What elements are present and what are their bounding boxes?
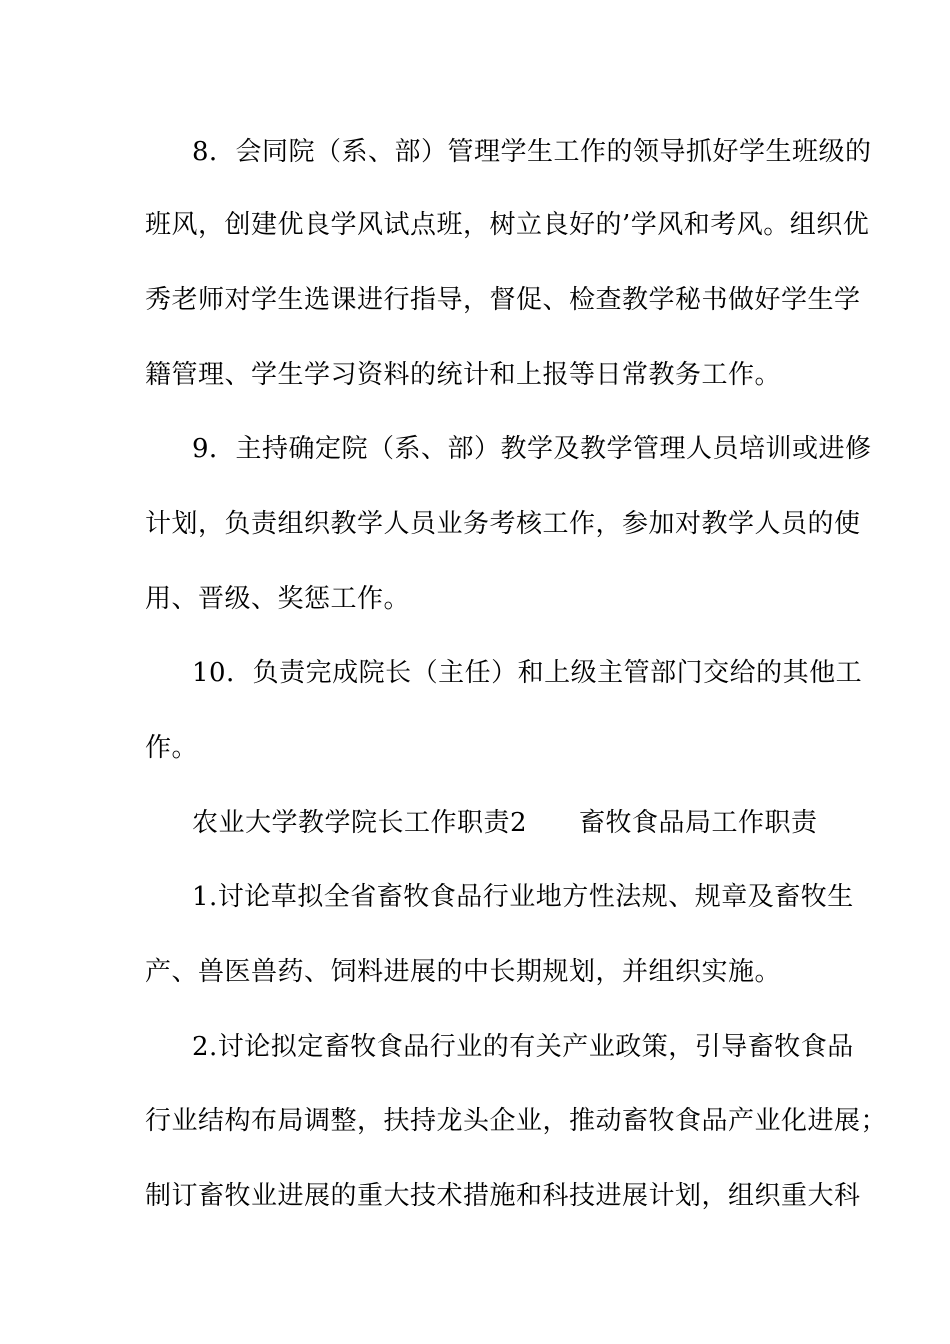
paragraph-8-line-1: 8．会同院（系、部）管理学生工作的领导抓好学生班级的 <box>192 137 872 167</box>
item-2-line-1: 2.讨论拟定畜牧食品行业的有关产业政策，引导畜牧食品 <box>192 1032 854 1062</box>
section-title: 农业大学教学院长工作职责2 <box>192 808 528 838</box>
paragraph-9-line-2: 计划，负责组织教学人员业务考核工作，参加对教学人员的使 <box>145 509 861 539</box>
paragraph-9-line-1: 9．主持确定院（系、部）教学及教学管理人员培训或进修 <box>192 434 872 464</box>
paragraph-8-line-4: 籍管理、学生学习资料的统计和上报等日常教务工作。 <box>145 360 782 390</box>
paragraph-10-line-1: 10．负责完成院长（主任）和上级主管部门交给的其他工 <box>192 658 863 688</box>
item-2-line-3: 制订畜牧业进展的重大技术措施和科技进展计划，组织重大科 <box>145 1181 861 1211</box>
item-1-line-1: 1.讨论草拟全省畜牧食品行业地方性法规、规章及畜牧生 <box>192 882 854 912</box>
paragraph-9-line-3: 用、晋级、奖惩工作。 <box>145 584 411 614</box>
paragraph-10-line-2: 作。 <box>145 733 199 763</box>
paragraph-8-line-3: 秀老师对学生选课进行指导，督促、检查教学秘书做好学生学 <box>145 285 861 315</box>
item-2-line-2: 行业结构布局调整，扶持龙头企业，推动畜牧食品产业化进展； <box>145 1106 888 1136</box>
paragraph-8-line-2: 班风，创建优良学风试点班，树立良好的’学风和考风。组织优 <box>145 210 870 240</box>
section-heading-line <box>192 806 818 840</box>
section-subtitle: 畜牧食品局工作职责 <box>579 808 818 838</box>
item-1-line-2: 产、兽医兽药、饲料进展的中长期规划，并组织实施。 <box>145 957 782 987</box>
